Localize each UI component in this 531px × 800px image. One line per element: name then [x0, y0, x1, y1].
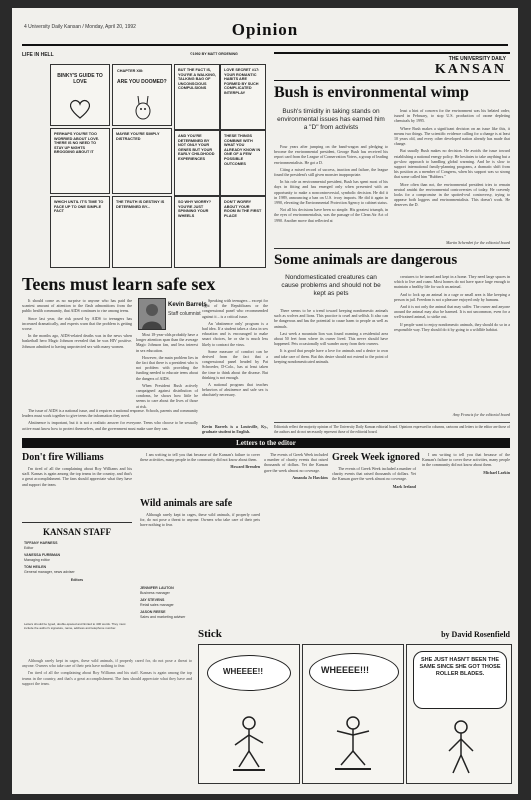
masthead-staff-2	[140, 586, 260, 620]
staff-title: Editor	[24, 546, 34, 550]
comic-panel	[220, 130, 266, 196]
comic-panel-text: DON'T WORRY ABOUT YOUR ROOM IN THE FIRST PLACE	[224, 200, 262, 218]
columnist-name: Kevin Barrels	[168, 302, 207, 308]
stick-figure	[229, 715, 269, 775]
comic-panel-text: PERHAPS YOU'RE TOO WORRIED ABOUT LOVE. THERE IS NO NEED TO STAY UP NIGHTS BROODING ABOUT IT	[54, 132, 100, 155]
heart-icon	[69, 99, 91, 119]
life-in-hell-comic	[20, 50, 264, 270]
comic-panel-text: BUT THE FACT IS, YOU'RE A WALKING, TALKING BAG OF UNCONSCIOUS COMPULSIONS	[178, 68, 216, 91]
page-folio: 4 University Daily Kansan / Monday, April 20, 1992	[24, 24, 136, 30]
animals-paragraph: If people want to enjoy nondomestic animals, they should do so in a responsible way. They should do it by going to a wildlife habitat.	[394, 321, 510, 332]
bush-column-2	[394, 108, 510, 238]
animals-headline: Some animals are dangerous	[274, 252, 458, 268]
columnist-photo	[138, 298, 166, 330]
letter-signer: Michael Larkin	[483, 469, 510, 475]
letter-paragraph: Although rarely kept in cages, these wild animals, if properly cared for, do not pose a threat to anyone. Owners who take care of their pets have nothing to fear.	[22, 658, 192, 669]
teens-paragraph: The issue of AIDS is a national issue, and it requires a national response. Schools, parents and community leaders must work together to give teens the information they need.	[22, 408, 198, 419]
comic-panel	[50, 128, 110, 194]
bush-paragraph: More often than not, the environmental president tries to remain neutral amidst the environmental controversies of today. He cravenly looks for a compromise in the spotted-owl controversy, trying to appease both loggers and environmentalists. This doesn't work. He deserves the D.	[394, 181, 510, 208]
bush-paragraph: Where Bush makes a significant decision on an issue like this, it means two things. The scientific evidence calling for a change is at least 10 years old, and every other developed nation already has made that change.	[394, 125, 510, 147]
staff-title: Managing editor	[24, 558, 50, 562]
section-title: Opinion	[231, 20, 299, 39]
wild-letter	[140, 512, 260, 582]
kansan-logo	[274, 52, 510, 81]
comic-panel-text: SO WHY WORRY? YOU'RE JUST SPINNING YOUR WHEELS	[178, 200, 212, 218]
teens-paragraph: It should come as no surprise to anyone who has paid the scantest amount of attention to the flash admonitions from the public health community, that AIDS continues to rise among teens.	[22, 298, 132, 314]
staff-name: VANESSA FURBMAN	[24, 553, 61, 557]
comic-panel-text: AND YOU'RE DETERMINED BY NOT ONLY YOUR GENES BUT YOUR EARLY CHILDHOOD EXPERIENCES	[178, 134, 215, 161]
teens-column-3	[202, 298, 268, 422]
bush-signature: Martin Schembri for the editorial board	[446, 240, 510, 245]
animals-signature: Amy Francis for the editorial board	[452, 412, 510, 417]
editorial-staff-note: Editorials reflect the majority opinion of The University Daily Kansan editorial board. Opinions expressed in columns, cartoons and letters to the editor are those of the authors and do not necessarily represent those of the editorial board.	[274, 422, 510, 439]
letter-paragraph: I am writing to tell you that because of the Kansan's failure to cover these activities, many people in the community did not know about them.	[140, 452, 260, 463]
comic-panel	[50, 196, 110, 268]
stick-comic	[198, 628, 510, 784]
staff-name: JAY STEVENS	[140, 598, 165, 602]
comic-question: ARE YOU DOOMED?	[117, 79, 167, 85]
comic-panel-text: WHICH UNTIL IT'S TIME TO FACE UP TO ONE SIMPLE FACT	[54, 200, 104, 214]
columnist-role: Staff columnist	[168, 311, 201, 317]
bubble-text: WHEEEE!!!	[321, 665, 369, 675]
animals-paragraph: It is good that people have a love for animals and a desire to own and take care of them. But this desire should not extend to the point of keeping nondomesticated animals.	[274, 348, 388, 364]
staff-title: General manager, news adviser	[24, 570, 75, 574]
teens-column-1	[22, 298, 132, 406]
animals-column-2	[394, 274, 510, 410]
comic-panel	[220, 64, 266, 130]
animals-paragraph: Last week a mountain lion was found roaming a residential area about 50 feet from where its owner lived. This never should have happened. Pets occasionally will wander away from their owners.	[274, 330, 388, 347]
teens-paragraph: Speaking with teenagers – except for right of the Republicans or the congressional panel who recommended against it – is a critical issue.	[202, 298, 268, 319]
comic-panel	[174, 64, 220, 130]
lower-letter-continuation	[22, 658, 192, 778]
letter-paragraph: Although rarely kept in cages, these wild animals, if properly cared for, do not pose a threat to anyone. Owners who take care of their pets have nothing to fear.	[140, 512, 260, 528]
comic-chapter: CHAPTER XIII:	[117, 69, 144, 73]
staff-title: Business manager	[140, 591, 170, 595]
masthead-staff	[24, 541, 130, 583]
newspaper-page	[12, 8, 518, 794]
letter-paragraph: I'm tired of all the complaining about Roy Williams and his staff. Kansas is again among the top teams in the country, and that's a great accomplishment. The fans should appreciate what they have and support the team.	[22, 670, 192, 686]
bubble-text: WHEEEE!!	[223, 667, 263, 676]
teens-paragraph: In the months ago, AIDS-related deaths was in the news when basketball hero Magic Johnson revealed that he was HIV positive. Johnson admitted to having unprotected sex with many women.	[22, 333, 132, 349]
animals-paragraph: And it is not only the animal that may suffer. The owner and anyone around the animal may also be harmed. It is not uncommon, even for a well-trained animal, to strike out.	[394, 304, 510, 320]
comic-panel	[112, 128, 172, 194]
greek-letter	[332, 466, 416, 584]
editors-label: Editors	[70, 578, 84, 582]
staff-name: JENNIFER LAUTON	[140, 586, 174, 590]
teens-paragraph: Some measure of comfort can be derived from the fact that a congressional panel headed by Pat Schroeder, D-Colo., has at least taken the time to think about the disease. But thinking is not enough.	[202, 348, 268, 380]
portrait-silhouette	[139, 299, 165, 329]
comic-panel	[220, 196, 266, 268]
stick-figure	[333, 715, 373, 775]
staff-name: JASON REESE	[140, 610, 166, 614]
rabbit-figure	[133, 95, 153, 123]
letter-signer: Howard Brenden	[230, 464, 260, 470]
columnist-bio: Kevin Barrels is a Louisville, Ky., graduate student in English.	[202, 424, 268, 435]
staff-name: TIFFANY HARNESS	[24, 541, 58, 545]
teens-paragraph: A national program that teaches behaviors of abstinence and safe sex is absolutely necessary.	[202, 382, 268, 398]
masthead-title: KANSAN STAFF	[42, 527, 112, 537]
stick-panel	[198, 644, 300, 784]
bush-paragraph: But usually Bush makes no decision. He avoids the issue toward establishing a national energy policy. He hesitates to take anything but a go-slow approach to handling global warming. And he is slow to support international family-planning programs, a dramatic shift from his position as a member of Congress, when his support was so strong that some called him "Rubbers."	[394, 148, 510, 180]
binky-guide-title: BINKY'S GUIDE TO LOVE	[57, 73, 103, 85]
animals-paragraph: There seems to be a trend toward keeping nondomestic animals such as wolves and lions. This practice is cruel and selfish. It also can be dangerous and has the potential to cause harm to people as well as animals.	[274, 308, 388, 329]
bush-deck: Bush's timidity in taking stands on environmental issues has earned him a "D" from activists	[277, 108, 385, 131]
bush-paragraph: Not all his decisions have been so simple. His greatest triumph, in the eyes of environmentalists, was the passage of the Clean Air Act of 1990. Another move that reflected at	[274, 207, 388, 223]
staff-title: Sales and marketing adviser	[140, 615, 186, 619]
teens-paragraph: An 'abstinence only' program is a bad idea. If a student takes a class in sex education and is encouraged to make smart choices, he or she is much less likely to contract the virus.	[202, 320, 268, 347]
letter-signer: Amanda Jo Hawkins	[292, 474, 328, 480]
teens-headline: Teens must learn safe sex	[22, 274, 216, 294]
letter-signer: Mark Ireland	[392, 483, 416, 489]
section-divider	[274, 248, 510, 249]
williams-letter	[22, 466, 132, 516]
letter-paragraph: I'm tired of all the complaining about Roy Williams and his staff. Kansas is again among the top teams in the country, and that's a great accomplishment. The fans should appreciate what they have and support the team.	[22, 466, 132, 487]
bush-column-1	[274, 144, 388, 242]
comic-panel	[112, 64, 172, 126]
page-header	[22, 14, 508, 46]
teens-paragraph: Since last year, the risk posed by AIDS to teenagers has increased dramatically, and experts warn that the problem is getting worse.	[22, 315, 132, 332]
animals-paragraph: creatures to be tamed and kept in a home. They need large spaces in which to live and roam. Most homes do not have space large enough to maintain a healthy life for such an animal.	[394, 274, 510, 290]
comic-panel	[112, 196, 172, 268]
teens-paragraph: Abstinence is important, but it is not a realistic answer for everyone. Teens who choose to be sexually active must know how to protect themselves, and the government must make sure they can.	[22, 420, 198, 431]
staff-name: TOM HEILEN	[24, 565, 47, 569]
wild-headline: Wild animals are safe	[140, 498, 233, 509]
comic-panel	[174, 130, 220, 196]
teens-paragraph: Most 18-year-olds probably have a longer attention span than the average Magic Johnson fan, and less interest in sex education.	[136, 332, 198, 353]
letter-paragraph: The events of Greek Week included a number of charity events that raised thousands of dollars. Yet the Kansan gave the week almost no coverage.	[264, 452, 328, 473]
letters-banner: Letters to the editor	[22, 438, 510, 448]
letter-paragraph: The events of Greek Week included a number of charity events that raised thousands of dollars. Yet the Kansan gave the week almost no coverage.	[332, 466, 416, 482]
comic-panel-text: MAYBE YOU'RE SIMPLY DISTRACTED	[116, 132, 160, 141]
greek-headline: Greek Week ignored	[332, 452, 420, 463]
comic-credit: ©1992 BY MATT GROENING	[190, 52, 238, 56]
stick-panel	[302, 644, 404, 784]
teens-paragraph: However, the main problem lies in the fact that there is a president who is not problem with providing the funding needed to educate teens about the dangers of AIDS.	[136, 354, 198, 381]
animals-deck: Nondomesticated creatures can cause problems and should not be kept as pets	[281, 274, 381, 297]
stick-title: Stick	[198, 628, 222, 640]
williams-headline: Don't fire Williams	[22, 452, 104, 463]
fourth-letter	[422, 452, 510, 582]
staff-title: Retail sales manager	[140, 603, 174, 607]
masthead-footer: Letters should be typed, double-spaced and limited to 400 words. They must include the author's signature, name, address and telephone number.	[24, 622, 126, 630]
animals-paragraph: And to lock up an animal in a cage or small area is like keeping a person in jail. Freedom is not a pleasure enjoyed only by humans.	[394, 291, 510, 302]
bush-paragraph: least a hint of concern for the environment was his belated order, issued in February, to stop U.S. production of ozone depleting chemicals by 1995.	[394, 108, 510, 124]
teens-column-4	[22, 408, 198, 431]
comic-panel-text: LOVE SECRET #17: YOUR ROMANTIC HABITS ARE FORMED BY SUCH COMPLICATED INTERPLAY	[224, 68, 260, 95]
bush-paragraph: In his role as environmental president, Bush has spent most of his days in fitting and has emerged only when presented with an opportunity to make a noncontroversial, symbolic decision. He did it in 1989, announcing a ban on U.S. ivory imports. He did it again in 1990, elevating the Environmental Protection Agency to cabinet status.	[274, 179, 388, 206]
bubble-text: SHE JUST HASN'T BEEN THE SAME SINCE SHE GOT THOSE ROLLER BLADES.	[419, 657, 501, 677]
kansan-logo-name: KANSAN	[434, 62, 506, 77]
comic-panel	[174, 196, 220, 268]
teens-paragraph: When President Bush actively campaigned against distribution of condoms, he shows how little he seems to care about the lives of those at risk.	[136, 382, 198, 409]
third-letter	[264, 452, 328, 582]
stick-figure	[441, 719, 481, 779]
bush-paragraph: Four years after jumping on the band-wagon and pledging to become the environmental president, George Bush has received his report card from the League of Conservation Voters, a group of leading environmentalists. He got a D.	[274, 144, 388, 165]
bush-headline: Bush is environmental wimp	[274, 84, 469, 101]
letter-paragraph: I am writing to tell you that because of the Kansan's failure to cover these activities, many people in the community did not know about them.	[422, 452, 510, 468]
comic-panel-text: THE TRUTH IS DESTINY IS DETERMINED BY...	[116, 200, 165, 209]
middle-letter-top	[140, 452, 260, 492]
stick-panel	[406, 644, 512, 784]
kansan-logo-label: THE UNIVERSITY DAILY	[448, 56, 506, 62]
bush-paragraph: Citing a mixed record of success, inaction and failure, the league found the president's still given monster inappropriate.	[274, 166, 388, 178]
comic-panel	[50, 64, 110, 126]
stick-credit: by David Rosenfield	[441, 630, 510, 639]
comic-panel-text: THESE THINGS COMBINE WITH WHAT YOU ALREADY KNOW IN ONE OF A FEW POSSIBLE OUTCOMES	[224, 134, 261, 166]
comic-title: LIFE IN HELL	[22, 52, 54, 58]
staff-masthead	[22, 522, 132, 653]
animals-column-1	[274, 308, 388, 420]
